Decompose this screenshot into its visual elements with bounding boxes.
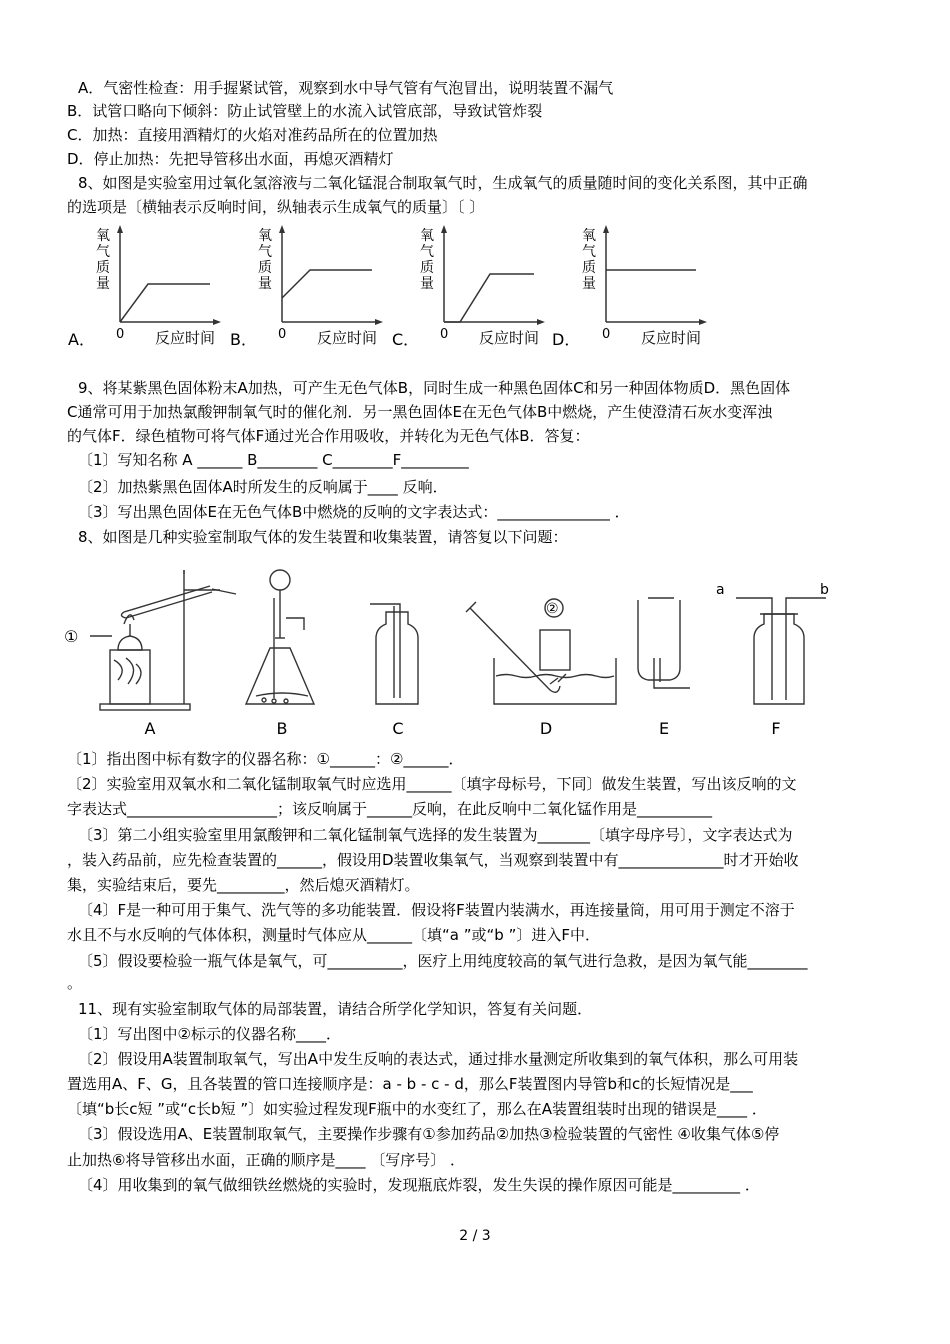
q10-sub3-line1: 〔3〕第二小组实验室里用氯酸钾和二氧化锰制氧气选择的发生装置为_______〔填字母序号〕，文字表达式为 — [78, 826, 793, 844]
graph-ylabel-3: 质 — [582, 260, 596, 276]
q9-sub2: 〔2〕加热紫黑色固体A时所发生的反响属于____ 反响． — [78, 478, 448, 496]
q10-sub1: 〔1〕指出图中标有数字的仪器名称：①______：②______． — [67, 750, 464, 768]
graph-option-b — [254, 222, 384, 332]
q9-stem-line1: 9、将某紫黑色固体粉末A加热，可产生无色气体B，同时生成一种黑色固体C和另一种固体物质D．黑色固体 — [78, 379, 791, 397]
graph-ylabel-3: 质 — [96, 260, 110, 276]
graph-xlabel-b: 反应时间 — [317, 329, 378, 347]
apparatus-label-d: D — [539, 719, 553, 738]
apparatus-label-a: A — [144, 719, 156, 738]
q10-sub3-line3: 集，实验结束后，要先_________，然后熄灭酒精灯。 — [67, 876, 420, 894]
apparatus-e — [638, 598, 690, 688]
q10-sub4-line2: 水且不与水反响的气体体积，测量时气体应从______〔填“a ”或“b ”〕进入F中． — [67, 926, 600, 944]
q10-sub2-line2: 字表达式____________________；该反响属于______反响，在此反响中二氧化锰作用是__________ — [67, 800, 713, 818]
q7-option-b: B．试管口略向下倾斜：防止试管壁上的水流入试管底部，导致试管炸裂 — [67, 102, 543, 120]
q11-sub2-line2: 置选用A、F、G，且各装置的管口连接顺序是：a - b - c - d，那么F装置图内导管b和c的长短情况是___ — [67, 1075, 753, 1093]
graph-option-c — [416, 222, 546, 332]
option-label-c: C． — [392, 330, 420, 349]
apparatus-d — [466, 599, 616, 704]
page-number: 2 / 3 — [459, 1228, 491, 1244]
q9-sub3: 〔3〕写出黑色固体E在无色气体B中燃烧的反响的文字表达式：_______________ ． — [78, 503, 630, 521]
graph-ylabel-4: 量 — [582, 276, 596, 292]
graph-curve — [282, 270, 372, 298]
graph-ylabel-1: 氧 — [420, 228, 434, 244]
graph-ylabel-2: 气 — [582, 244, 596, 260]
graph-origin-b: 0 — [278, 327, 287, 342]
graph-ylabel-4: 量 — [420, 276, 434, 292]
option-label-a: A． — [68, 330, 95, 349]
q11-sub2-line1: 〔2〕假设用A装置制取氧气，写出A中发生反响的表达式，通过排水量测定所收集到的氧气体积，那么可用装 — [78, 1050, 799, 1068]
graph-curve — [120, 284, 210, 322]
q10-sub5-line2: 。 — [67, 974, 83, 992]
graph-xlabel-a: 反应时间 — [155, 329, 216, 347]
graph-ylabel-3: 质 — [258, 260, 272, 276]
q11-sub4: 〔4〕用收集到的氧气做细铁丝燃烧的实验时，发现瓶底炸裂，发生失误的操作原因可能是_________ ． — [78, 1176, 760, 1194]
apparatus-label-e: E — [658, 719, 670, 738]
apparatus-port-b: b — [820, 582, 829, 598]
q11-sub2-line3: 〔填“b长c短 ”或“c长b短 ”〕如实验过程发现F瓶中的水变红了，那么在A装置组装时出现的错误是____ ． — [67, 1100, 767, 1118]
apparatus-label-f: F — [771, 719, 781, 738]
graph-origin-c: 0 — [440, 327, 449, 342]
q7-option-c: C．加热：直接用酒精灯的火焰对准药品所在的位置加热 — [67, 126, 438, 144]
graph-ylabel-1: 氧 — [258, 228, 272, 244]
graph-ylabel-4: 量 — [96, 276, 110, 292]
option-label-b: B． — [230, 330, 257, 349]
graph-ylabel-2: 气 — [96, 244, 110, 260]
q10-stem: 8、如图是几种实验室制取气体的发生装置和收集装置，请答复以下问题： — [78, 528, 568, 546]
graph-ylabel-2: 气 — [258, 244, 272, 260]
q10-sub5-line1: 〔5〕假设要检验一瓶气体是氧气，可__________，医疗上用纯度较高的氧气进行急救，是因为氧气能________ — [78, 952, 808, 970]
graph-option-d — [578, 222, 708, 332]
q9-stem-line3: 的气体F．绿色植物可将气体F通过光合作用吸收，并转化为无色气体B．答复： — [67, 427, 590, 445]
apparatus-a — [90, 570, 236, 710]
q9-stem-line2: C通常可用于加热氯酸钾制氧气时的催化剂．另一黑色固体E在无色气体B中燃烧，产生使澄清石灰水变浑浊 — [67, 403, 773, 421]
apparatus-marker-2: ② — [546, 601, 559, 617]
graph-xlabel-c: 反应时间 — [479, 329, 540, 347]
q9-sub1: 〔1〕写知名称 A ______ B________ C________F_________ — [78, 451, 469, 469]
graph-ylabel-1: 氧 — [96, 228, 110, 244]
apparatus-f — [736, 598, 826, 704]
graph-option-a — [92, 222, 222, 332]
graph-xlabel-d: 反应时间 — [641, 329, 702, 347]
q10-sub4-line1: 〔4〕F是一种可用于集气、洗气等的多功能装置．假设将F装置内装满水，再连接量筒，用可用于测定不溶于 — [78, 901, 795, 919]
q7-option-d: D．停止加热：先把导管移出水面，再熄灭酒精灯 — [67, 150, 394, 168]
option-label-d: D． — [552, 330, 581, 349]
apparatus-c — [370, 604, 418, 704]
graph-curve — [444, 274, 534, 322]
q10-sub3-line2: ，装入药品前，应先检查装置的______，假设用D装置收集氧气，当观察到装置中有______________时才开始收 — [67, 851, 799, 869]
apparatus-label-c: C — [392, 719, 404, 738]
q11-stem: 11、现有实验室制取气体的局部装置，请结合所学化学知识，答复有关问题． — [78, 1000, 593, 1018]
q11-sub3-line1: 〔3〕假设选用A、E装置制取氧气，主要操作步骤有①参加药品②加热③检验装置的气密性 ④收集气体⑤停 — [78, 1125, 780, 1143]
graph-ylabel-2: 气 — [420, 244, 434, 260]
apparatus-figure — [60, 568, 890, 740]
graph-ylabel-3: 质 — [420, 260, 434, 276]
apparatus-b — [246, 570, 314, 704]
apparatus-marker-1: ① — [64, 627, 79, 646]
q8-stem-line2: 的选项是〔横轴表示反响时间，纵轴表示生成氧气的质量〕〔 〕 — [67, 198, 485, 216]
graph-ylabel-1: 氧 — [582, 228, 596, 244]
q11-sub3-line2: 止加热⑥将导管移出水面，正确的顺序是____ 〔写序号〕 ． — [67, 1151, 465, 1169]
q7-option-a: A．气密性检查：用手握紧试管，观察到水中导气管有气泡冒出，说明装置不漏气 — [78, 79, 614, 97]
q11-sub1: 〔1〕写出图中②标示的仪器名称____． — [78, 1025, 341, 1043]
graph-ylabel-4: 量 — [258, 276, 272, 292]
graph-origin-a: 0 — [116, 327, 125, 342]
q8-stem-line1: 8、如图是实验室用过氧化氢溶液与二氧化锰混合制取氧气时，生成氧气的质量随时间的变化关系图，其中正确 — [78, 174, 808, 192]
graph-origin-d: 0 — [602, 327, 611, 342]
apparatus-port-a: a — [716, 582, 725, 598]
apparatus-label-b: B — [276, 719, 288, 738]
q10-sub2-line1: 〔2〕实验室用双氧水和二氧化锰制取氧气时应选用______〔填字母标号，下同〕做发生装置，写出该反响的文 — [67, 775, 797, 793]
